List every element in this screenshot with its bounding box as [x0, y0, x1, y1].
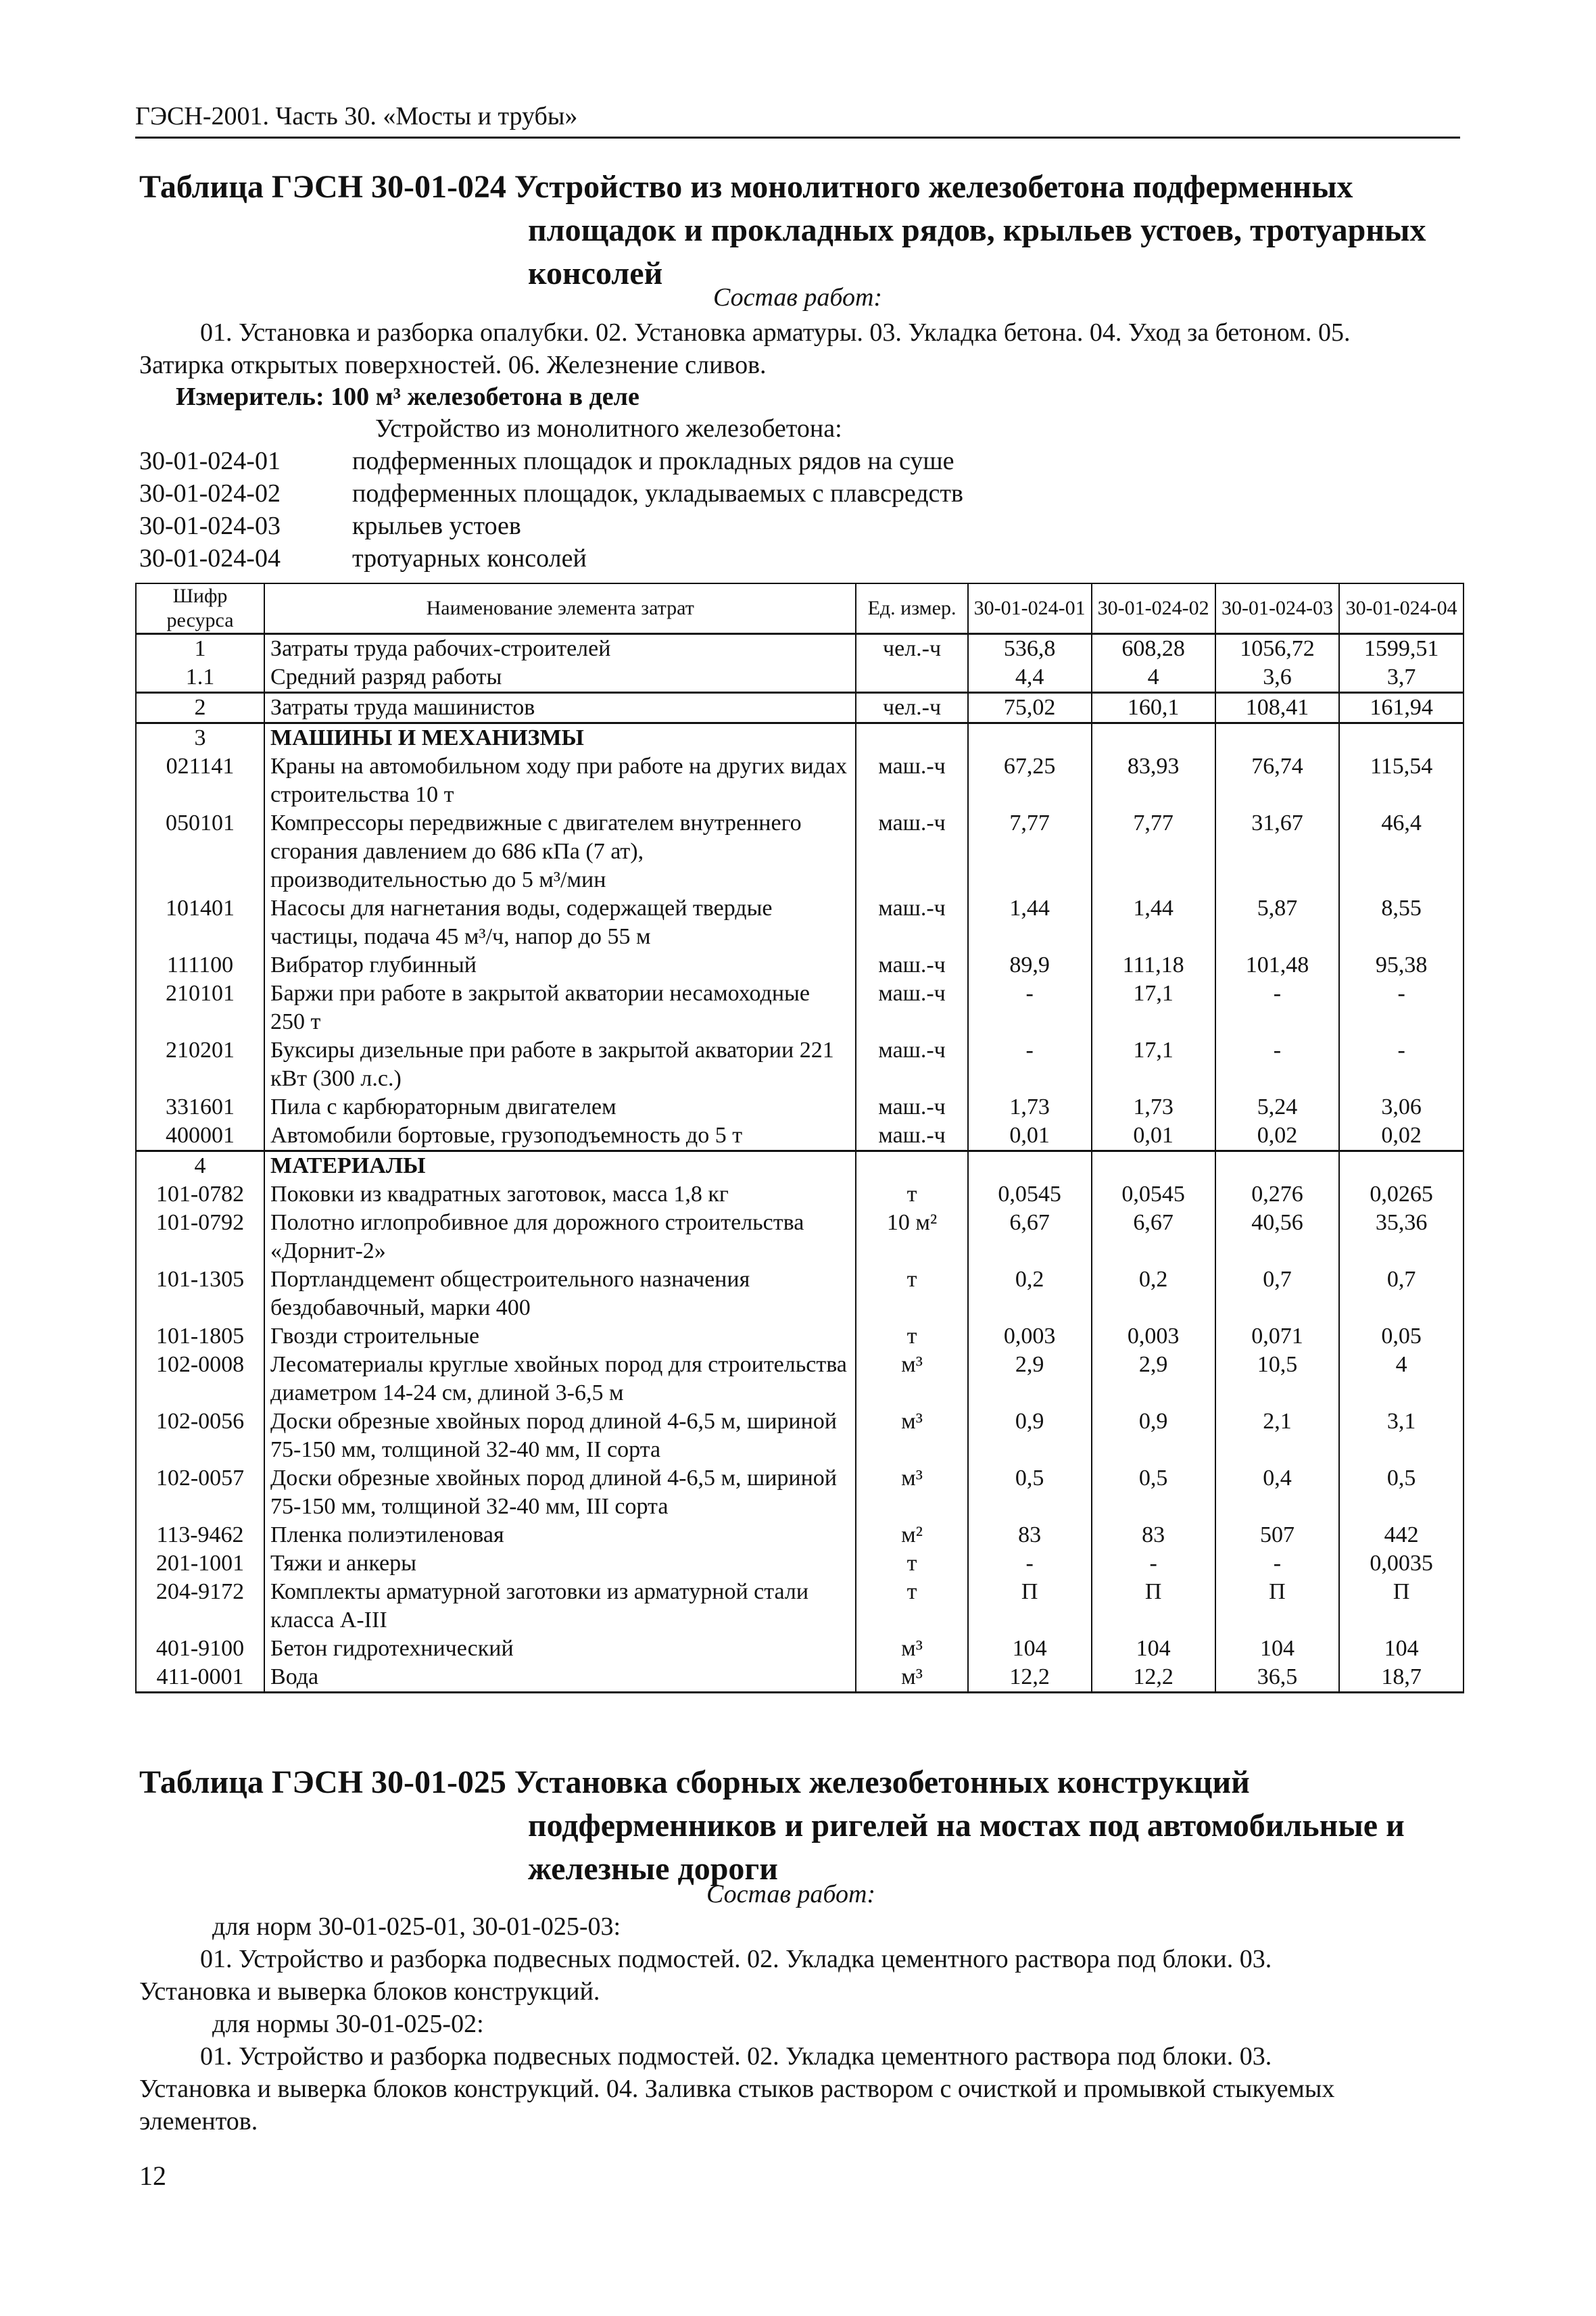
table-row [136, 1151, 1464, 1181]
table-row [136, 809, 1464, 894]
value-cell: 1056,72 [1215, 634, 1340, 664]
table1-sostav: Состав работ: [713, 283, 883, 312]
table2-sostav: Состав работ: [706, 1880, 876, 1908]
value-cell: 536,8 [968, 634, 1092, 664]
resource-code-cell: 4 [136, 1151, 264, 1181]
value-cell: 0,02 [1215, 1121, 1340, 1151]
code-row [139, 477, 963, 510]
table2-works-2c: элементов. [139, 2107, 258, 2136]
table2-works [139, 1910, 1457, 2138]
resource-name-cell: Поковки из квадратных заготовок, масса 1,8 кг [264, 1180, 856, 1209]
table1-title-cont1: площадок и прокладных рядов, крыльев устоев, тротуарных [528, 212, 1426, 248]
value-cell: 0,5 [968, 1464, 1092, 1521]
table2-works-2b: Установка и выверка блоков конструкций. 04. Заливка стыков раствором с очисткой и промывкой стыкуемых [139, 2075, 1335, 2103]
unit-cell: м³ [856, 1407, 967, 1464]
unit-cell: маш.-ч [856, 1036, 967, 1093]
table-row [136, 980, 1464, 1036]
value-cell: 0,0265 [1339, 1180, 1464, 1209]
resource-name-cell: Пленка полиэтиленовая [264, 1521, 856, 1549]
resource-name-cell: Насосы для нагнетания воды, содержащей твердые частицы, подача 45 м³/ч, напор до 55 м [264, 894, 856, 951]
value-cell: - [968, 1549, 1092, 1578]
resource-code-cell: 331601 [136, 1093, 264, 1121]
table2-title [139, 1761, 1491, 1891]
value-cell [1215, 1151, 1340, 1181]
value-cell: 3,6 [1215, 663, 1340, 693]
resource-code-cell: 113-9462 [136, 1521, 264, 1549]
value-cell [968, 1151, 1092, 1181]
value-cell: 83 [968, 1521, 1092, 1549]
table1-works [139, 316, 1457, 381]
value-cell [968, 723, 1092, 753]
resource-name-cell: Гвозди строительные [264, 1322, 856, 1351]
table-row [136, 663, 1464, 693]
value-cell: 3,1 [1339, 1407, 1464, 1464]
resource-code-cell: 102-0057 [136, 1464, 264, 1521]
unit-cell: м³ [856, 1351, 967, 1407]
table1-codes [139, 445, 963, 575]
table1-meter: Измеритель: 100 м³ железобетона в деле [176, 383, 639, 411]
table-row [136, 1351, 1464, 1407]
value-cell: 0,05 [1339, 1322, 1464, 1351]
unit-cell: м² [856, 1521, 967, 1549]
value-cell: 0,4 [1215, 1464, 1340, 1521]
resource-code-cell: 204-9172 [136, 1578, 264, 1635]
resource-name-cell: Затраты труда рабочих-строителей [264, 634, 856, 664]
value-cell: 2,1 [1215, 1407, 1340, 1464]
table2-title-cont1: подферменников и ригелей на мостах под автомобильные и [528, 1808, 1405, 1843]
norm-text: крыльев устоев [352, 512, 521, 540]
table-row [136, 1036, 1464, 1093]
table2-works-1a: 01. Устройство и разборка подвесных подмостей. 02. Укладка цементного раствора под блоки. 03. [200, 1945, 1272, 1973]
value-cell: - [1215, 980, 1340, 1036]
value-cell: 4 [1339, 1351, 1464, 1407]
table-row [136, 1464, 1464, 1521]
value-cell: 1599,51 [1339, 634, 1464, 664]
resource-name-cell: МАТЕРИАЛЫ [264, 1151, 856, 1181]
value-cell: 67,25 [968, 752, 1092, 809]
value-cell: 1,44 [968, 894, 1092, 951]
value-cell: 17,1 [1092, 1036, 1215, 1093]
unit-cell: чел.-ч [856, 634, 967, 664]
resource-code-cell: 021141 [136, 752, 264, 809]
value-cell: 89,9 [968, 951, 1092, 980]
table-row [136, 752, 1464, 809]
value-cell: 12,2 [1092, 1663, 1215, 1693]
norm-code: 30-01-024-03 [139, 512, 281, 540]
resource-name-cell: Краны на автомобильном ходу при работе на других видах строительства 10 т [264, 752, 856, 809]
unit-cell: т [856, 1322, 967, 1351]
resource-code-cell: 401-9100 [136, 1635, 264, 1663]
code-row [139, 510, 963, 542]
value-cell: 1,73 [1092, 1093, 1215, 1121]
value-cell [1092, 1151, 1215, 1181]
value-cell: 0,9 [968, 1407, 1092, 1464]
table2-for-norms-2: для нормы 30-01-025-02: [212, 2010, 484, 2038]
table-row [136, 951, 1464, 980]
unit-cell: маш.-ч [856, 980, 967, 1036]
value-cell: 161,94 [1339, 693, 1464, 723]
value-cell: 608,28 [1092, 634, 1215, 664]
col-unit-header: Ед. измер. [856, 583, 967, 634]
table1-title [139, 166, 1491, 295]
value-cell: 0,2 [968, 1265, 1092, 1322]
resource-name-cell: Бетон гидротехнический [264, 1635, 856, 1663]
value-cell: 104 [1092, 1635, 1215, 1663]
value-cell: 1,73 [968, 1093, 1092, 1121]
table-row [136, 1635, 1464, 1663]
value-cell: 0,0035 [1339, 1549, 1464, 1578]
value-cell: 36,5 [1215, 1663, 1340, 1693]
resource-name-cell: Пила с карбюраторным двигателем [264, 1093, 856, 1121]
table2-works-1b: Установка и выверка блоков конструкций. [139, 1977, 600, 2006]
resource-code-cell: 1 [136, 634, 264, 664]
unit-cell: т [856, 1265, 967, 1322]
value-cell: 3,06 [1339, 1093, 1464, 1121]
norm-text: подферменных площадок и прокладных рядов на суше [352, 447, 954, 475]
unit-cell: маш.-ч [856, 951, 967, 980]
table-body [136, 634, 1464, 1693]
value-cell [1215, 723, 1340, 753]
norm-code: 30-01-024-04 [139, 544, 281, 573]
table-row [136, 634, 1464, 664]
resource-code-cell: 1.1 [136, 663, 264, 693]
value-cell: 1,44 [1092, 894, 1215, 951]
norm-code: 30-01-024-01 [139, 447, 281, 475]
unit-cell: маш.-ч [856, 809, 967, 894]
value-cell: П [1092, 1578, 1215, 1635]
col-name-header: Наименование элемента затрат [264, 583, 856, 634]
resource-code-cell: 050101 [136, 809, 264, 894]
value-cell: 507 [1215, 1521, 1340, 1549]
value-cell: 6,67 [968, 1209, 1092, 1265]
unit-cell: чел.-ч [856, 693, 967, 723]
resource-name-cell: Компрессоры передвижные с двигателем внутреннего сгорания давлением до 686 кПа (7 ат), производительностью до 5 м³/мин [264, 809, 856, 894]
norm-text: подферменных площадок, укладываемых с плавсредств [352, 479, 963, 508]
value-cell: 35,36 [1339, 1209, 1464, 1265]
unit-cell [856, 723, 967, 753]
resource-code-cell: 111100 [136, 951, 264, 980]
value-cell: 75,02 [968, 693, 1092, 723]
value-cell: 0,9 [1092, 1407, 1215, 1464]
table-row [136, 1121, 1464, 1151]
value-cell: 12,2 [968, 1663, 1092, 1693]
table-row [136, 723, 1464, 753]
table2-for-norms-1: для норм 30-01-025-01, 30-01-025-03: [212, 1912, 621, 1941]
resource-code-cell: 101-0782 [136, 1180, 264, 1209]
value-cell: П [968, 1578, 1092, 1635]
resource-code-cell: 102-0008 [136, 1351, 264, 1407]
resource-name-cell: Вода [264, 1663, 856, 1693]
code-row [139, 445, 963, 477]
resource-code-cell: 101-0792 [136, 1209, 264, 1265]
unit-cell: маш.-ч [856, 894, 967, 951]
table1-title-cont2: консолей [528, 256, 663, 291]
value-cell: 0,02 [1339, 1121, 1464, 1151]
resource-name-cell: Портландцемент общестроительного назначения бездобавочный, марки 400 [264, 1265, 856, 1322]
value-cell: 2,9 [1092, 1351, 1215, 1407]
value-cell: - [968, 980, 1092, 1036]
value-cell [1339, 723, 1464, 753]
resource-code-cell: 210201 [136, 1036, 264, 1093]
value-cell: 0,7 [1339, 1265, 1464, 1322]
resource-name-cell: Средний разряд работы [264, 663, 856, 693]
value-cell: 0,003 [968, 1322, 1092, 1351]
table1-subhead: Устройство из монолитного железобетона: [375, 414, 842, 443]
value-cell: 83,93 [1092, 752, 1215, 809]
value-cell: 2,9 [968, 1351, 1092, 1407]
value-cell: 0,5 [1339, 1464, 1464, 1521]
value-cell: 4,4 [968, 663, 1092, 693]
value-cell: - [1215, 1549, 1340, 1578]
resource-name-cell: Доски обрезные хвойных пород длиной 4-6,5 м, шириной 75-150 мм, толщиной 32-40 мм, III сорта [264, 1464, 856, 1521]
resource-code-cell: 201-1001 [136, 1549, 264, 1578]
resource-name-cell: Комплекты арматурной заготовки из арматурной стали класса А-III [264, 1578, 856, 1635]
resource-code-cell: 411-0001 [136, 1663, 264, 1693]
value-cell: 104 [1215, 1635, 1340, 1663]
resource-code-cell: 2 [136, 693, 264, 723]
unit-cell: м³ [856, 1464, 967, 1521]
resource-code-cell: 210101 [136, 980, 264, 1036]
unit-cell: т [856, 1180, 967, 1209]
value-cell: 7,77 [968, 809, 1092, 894]
value-cell: 40,56 [1215, 1209, 1340, 1265]
value-cell: 5,24 [1215, 1093, 1340, 1121]
value-cell: 160,1 [1092, 693, 1215, 723]
table-header-row [136, 583, 1464, 634]
unit-cell: м³ [856, 1663, 967, 1693]
value-cell: 4 [1092, 663, 1215, 693]
value-cell: 0,276 [1215, 1180, 1340, 1209]
table-row [136, 1407, 1464, 1464]
resource-code-cell: 102-0056 [136, 1407, 264, 1464]
value-cell: 17,1 [1092, 980, 1215, 1036]
value-cell: 101,48 [1215, 951, 1340, 980]
value-cell: 6,67 [1092, 1209, 1215, 1265]
table-row [136, 894, 1464, 951]
value-cell: - [1092, 1549, 1215, 1578]
col-code-header: Шифр ресурса [136, 583, 264, 634]
table-row [136, 1549, 1464, 1578]
value-cell: П [1215, 1578, 1340, 1635]
resource-name-cell: Буксиры дизельные при работе в закрытой акватории 221 кВт (300 л.с.) [264, 1036, 856, 1093]
value-cell: 0,0545 [968, 1180, 1092, 1209]
value-cell: - [1339, 1036, 1464, 1093]
value-cell: 83 [1092, 1521, 1215, 1549]
value-cell [1092, 723, 1215, 753]
norm-text: тротуарных консолей [352, 544, 587, 573]
table2-title-cont2: железные дороги [528, 1851, 778, 1887]
table-row [136, 1521, 1464, 1549]
resource-code-cell: 101-1805 [136, 1322, 264, 1351]
value-cell: - [1339, 980, 1464, 1036]
value-cell: 0,2 [1092, 1265, 1215, 1322]
value-cell: 18,7 [1339, 1663, 1464, 1693]
unit-cell: т [856, 1549, 967, 1578]
value-cell: 10,5 [1215, 1351, 1340, 1407]
value-cell: 31,67 [1215, 809, 1340, 894]
col-n3-header: 30-01-024-03 [1215, 583, 1340, 634]
unit-cell [856, 663, 967, 693]
table-row [136, 1322, 1464, 1351]
code-row [139, 542, 963, 575]
table1-works-line1: 01. Установка и разборка опалубки. 02. Установка арматуры. 03. Укладка бетона. 04. Уход за бетоном. 05. [200, 318, 1351, 347]
resource-name-cell: МАШИНЫ И МЕХАНИЗМЫ [264, 723, 856, 753]
table1-title-head: Таблица ГЭСН 30-01-024 Устройство из монолитного железобетона подферменных [139, 169, 1353, 205]
value-cell: 5,87 [1215, 894, 1340, 951]
value-cell: 0,003 [1092, 1322, 1215, 1351]
resource-name-cell: Вибратор глубинный [264, 951, 856, 980]
resource-name-cell: Затраты труда машинистов [264, 693, 856, 723]
value-cell: 0,0545 [1092, 1180, 1215, 1209]
resource-name-cell: Тяжи и анкеры [264, 1549, 856, 1578]
running-header: ГЭСН-2001. Часть 30. «Мосты и трубы» [135, 101, 1460, 139]
col-n4-header: 30-01-024-04 [1339, 583, 1464, 634]
unit-cell: маш.-ч [856, 1121, 967, 1151]
table-row [136, 693, 1464, 723]
resource-name-cell: Полотно иглопробивное для дорожного строительства «Дорнит-2» [264, 1209, 856, 1265]
value-cell: - [968, 1036, 1092, 1093]
table-row [136, 1209, 1464, 1265]
value-cell: 0,5 [1092, 1464, 1215, 1521]
col-n1-header: 30-01-024-01 [968, 583, 1092, 634]
value-cell: 108,41 [1215, 693, 1340, 723]
value-cell: 95,38 [1339, 951, 1464, 980]
value-cell: 3,7 [1339, 663, 1464, 693]
resource-table [135, 583, 1464, 1693]
value-cell: 442 [1339, 1521, 1464, 1549]
value-cell: 0,01 [1092, 1121, 1215, 1151]
unit-cell: маш.-ч [856, 1093, 967, 1121]
unit-cell [856, 1151, 967, 1181]
resource-name-cell: Лесоматериалы круглые хвойных пород для строительства диаметром 14-24 см, длиной 3-6,5 м [264, 1351, 856, 1407]
col-n2-header: 30-01-024-02 [1092, 583, 1215, 634]
value-cell: 104 [968, 1635, 1092, 1663]
table2-works-2a: 01. Устройство и разборка подвесных подмостей. 02. Укладка цементного раствора под блоки. 03. [200, 2042, 1272, 2071]
value-cell: 0,071 [1215, 1322, 1340, 1351]
resource-name-cell: Автомобили бортовые, грузоподъемность до 5 т [264, 1121, 856, 1151]
table-row [136, 1265, 1464, 1322]
unit-cell: м³ [856, 1635, 967, 1663]
unit-cell: т [856, 1578, 967, 1635]
value-cell: 46,4 [1339, 809, 1464, 894]
value-cell: 76,74 [1215, 752, 1340, 809]
resource-code-cell: 101-1305 [136, 1265, 264, 1322]
resource-name-cell: Доски обрезные хвойных пород длиной 4-6,5 м, шириной 75-150 мм, толщиной 32-40 мм, II сорта [264, 1407, 856, 1464]
resource-code-cell: 400001 [136, 1121, 264, 1151]
value-cell: 104 [1339, 1635, 1464, 1663]
value-cell: 0,7 [1215, 1265, 1340, 1322]
value-cell: - [1215, 1036, 1340, 1093]
value-cell: 111,18 [1092, 951, 1215, 980]
value-cell: 8,55 [1339, 894, 1464, 951]
table-row [136, 1180, 1464, 1209]
value-cell: 0,01 [968, 1121, 1092, 1151]
value-cell: П [1339, 1578, 1464, 1635]
value-cell: 7,77 [1092, 809, 1215, 894]
table-row [136, 1578, 1464, 1635]
table2-title-head: Таблица ГЭСН 30-01-025 Установка сборных железобетонных конструкций [139, 1764, 1250, 1800]
resource-code-cell: 3 [136, 723, 264, 753]
table1-works-line2: Затирка открытых поверхностей. 06. Железнение сливов. [139, 351, 767, 379]
table-row [136, 1093, 1464, 1121]
resource-name-cell: Баржи при работе в закрытой акватории несамоходные 250 т [264, 980, 856, 1036]
resource-code-cell: 101401 [136, 894, 264, 951]
value-cell: 115,54 [1339, 752, 1464, 809]
table-row [136, 1663, 1464, 1693]
unit-cell: 10 м² [856, 1209, 967, 1265]
page-number: 12 [139, 2161, 166, 2191]
value-cell [1339, 1151, 1464, 1181]
unit-cell: маш.-ч [856, 752, 967, 809]
norm-code: 30-01-024-02 [139, 479, 281, 508]
